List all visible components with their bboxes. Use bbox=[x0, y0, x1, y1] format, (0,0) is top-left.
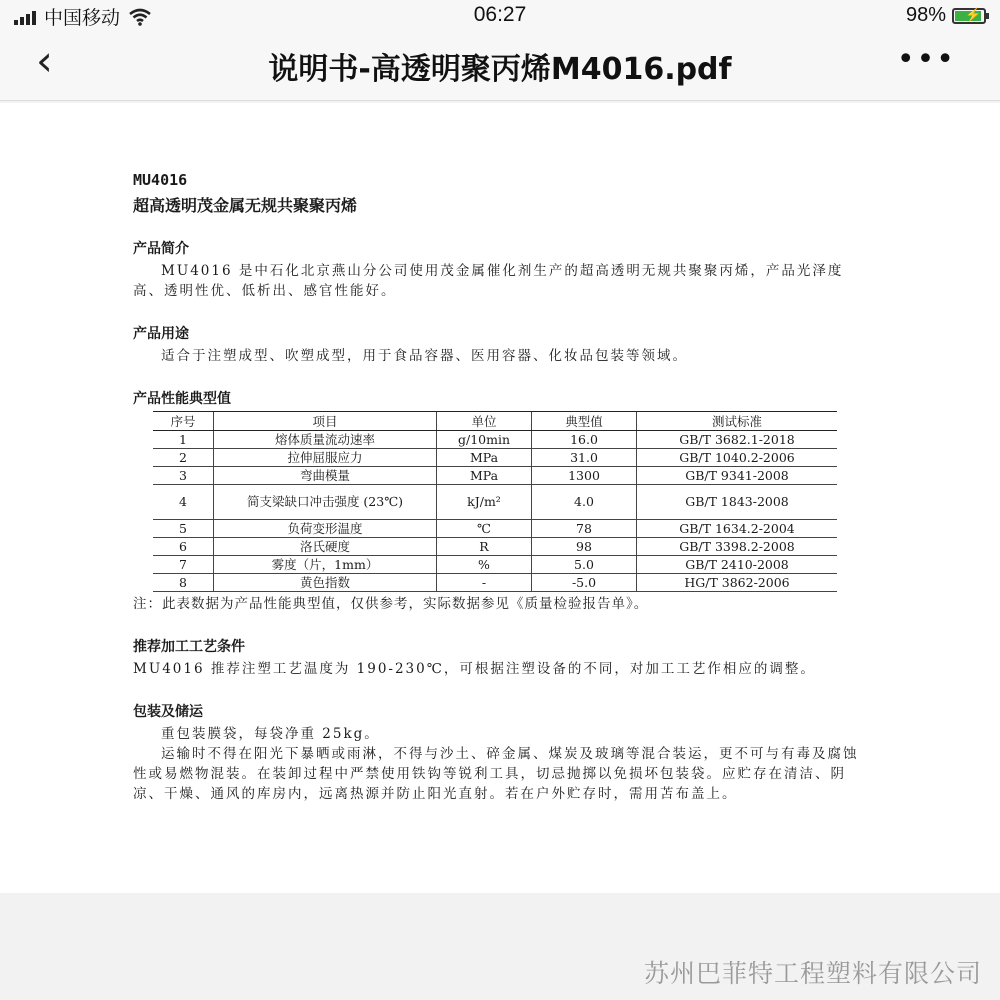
page-title: 说明书-高透明聚丙烯M4016.pdf bbox=[268, 52, 732, 87]
cell-standard: GB/T 1843-2008 bbox=[637, 485, 838, 520]
cell-item: 黄色指数 bbox=[214, 574, 437, 592]
intro-text: MU4016 是中石化北京燕山分公司使用茂金属催化剂生产的超高透明无规共聚聚丙烯，产品光泽度高、透明性优、低析出、感官性能好。 bbox=[133, 263, 844, 299]
table-row bbox=[153, 431, 837, 449]
cell-standard: GB/T 1634.2-2004 bbox=[637, 520, 838, 538]
table-row bbox=[153, 520, 837, 538]
cell-value: 16.0 bbox=[532, 431, 637, 449]
table-header-row bbox=[153, 412, 837, 431]
cell-unit: kJ/m² bbox=[437, 485, 532, 520]
pdf-page[interactable] bbox=[0, 103, 1000, 893]
cell-standard: GB/T 3398.2-2008 bbox=[637, 538, 838, 556]
cell-value: 98 bbox=[532, 538, 637, 556]
cell-standard: HG/T 3862-2006 bbox=[637, 574, 838, 592]
use-text: 适合于注塑成型、吹塑成型，用于食品容器、医用容器、化妆品包装等领域。 bbox=[161, 348, 688, 364]
cell-no: 4 bbox=[153, 485, 214, 520]
process-text: MU4016 推荐注塑工艺温度为 190-230℃，可根据注塑设备的不同，对加工工艺作相应的调整。 bbox=[133, 661, 816, 677]
col-header-value: 典型值 bbox=[532, 412, 637, 431]
cell-standard: GB/T 2410-2008 bbox=[637, 556, 838, 574]
battery-percent: 98% bbox=[905, 4, 946, 26]
document-body bbox=[133, 171, 863, 804]
cell-item: 洛氏硬度 bbox=[214, 538, 437, 556]
cell-value: 4.0 bbox=[532, 485, 637, 520]
table-row bbox=[153, 538, 837, 556]
cell-no: 6 bbox=[153, 538, 214, 556]
status-right bbox=[906, 4, 986, 27]
col-header-item: 项目 bbox=[214, 412, 437, 431]
performance-table bbox=[153, 411, 837, 592]
cell-value: 1300 bbox=[532, 467, 637, 485]
cell-unit: - bbox=[437, 574, 532, 592]
table-row bbox=[153, 449, 837, 467]
col-header-no: 序号 bbox=[153, 412, 214, 431]
packaging-text-1: 重包装膜袋，每袋净重 25kg。 bbox=[161, 726, 380, 742]
cell-no: 1 bbox=[153, 431, 214, 449]
packaging-heading: 包装及储运 bbox=[133, 704, 203, 720]
cell-item: 负荷变形温度 bbox=[214, 520, 437, 538]
cell-item: 熔体质量流动速率 bbox=[214, 431, 437, 449]
cell-no: 8 bbox=[153, 574, 214, 592]
cell-unit: MPa bbox=[437, 467, 532, 485]
intro-heading: 产品简介 bbox=[133, 241, 189, 257]
col-header-standard: 测试标准 bbox=[637, 412, 838, 431]
cell-no: 5 bbox=[153, 520, 214, 538]
nav-bar bbox=[0, 30, 1000, 101]
cell-value: 5.0 bbox=[532, 556, 637, 574]
battery-charging-icon: ⚡ bbox=[952, 8, 986, 24]
cell-item: 雾度（片，1mm） bbox=[214, 556, 437, 574]
col-header-unit: 单位 bbox=[437, 412, 532, 431]
cell-no: 7 bbox=[153, 556, 214, 574]
cell-no: 3 bbox=[153, 467, 214, 485]
cell-standard: GB/T 9341-2008 bbox=[637, 467, 838, 485]
cell-no: 2 bbox=[153, 449, 214, 467]
table-row bbox=[153, 467, 837, 485]
back-chevron-icon[interactable]: ‹ bbox=[36, 36, 53, 85]
table-row bbox=[153, 485, 837, 520]
product-code: MU4016 bbox=[133, 171, 188, 189]
carrier-label: 中国移动 bbox=[44, 8, 121, 29]
performance-heading: 产品性能典型值 bbox=[133, 391, 231, 407]
more-options-icon[interactable]: ••• bbox=[896, 42, 956, 77]
cell-standard: GB/T 3682.1-2018 bbox=[637, 431, 838, 449]
cell-item: 拉伸屈服应力 bbox=[214, 449, 437, 467]
cell-standard: GB/T 1040.2-2006 bbox=[637, 449, 838, 467]
cell-unit: MPa bbox=[437, 449, 532, 467]
cell-value: 31.0 bbox=[532, 449, 637, 467]
use-heading: 产品用途 bbox=[133, 326, 189, 342]
product-title: 超高透明茂金属无规共聚聚丙烯 bbox=[133, 196, 358, 215]
cell-item: 弯曲模量 bbox=[214, 467, 437, 485]
packaging-text-2: 运输时不得在阳光下暴晒或雨淋，不得与沙土、碎金属、煤炭及玻璃等混合装运，更不可与有毒及腐蚀性或易燃物混装。在装卸过程中严禁使用铁钩等锐利工具，切忌抛掷以免损坏包装袋。应贮存在清洁、阴凉、干燥、通风的库房内，远离热源并防止阳光直射。若在户外贮存时，需用苫布盖上。 bbox=[133, 746, 859, 802]
cell-value: 78 bbox=[532, 520, 637, 538]
cell-unit: % bbox=[437, 556, 532, 574]
process-heading: 推荐加工工艺条件 bbox=[133, 639, 245, 655]
company-watermark: 苏州巴菲特工程塑料有限公司 bbox=[643, 959, 982, 988]
cell-item: 简支梁缺口冲击强度 (23℃) bbox=[214, 485, 437, 520]
table-note: 注：此表数据为产品性能典型值，仅供参考，实际数据参见《质量检验报告单》。 bbox=[133, 596, 649, 612]
cell-unit: g/10min bbox=[437, 431, 532, 449]
table-row bbox=[153, 556, 837, 574]
status-bar bbox=[0, 0, 1000, 30]
cell-unit: ℃ bbox=[437, 520, 532, 538]
cell-value: -5.0 bbox=[532, 574, 637, 592]
table-row bbox=[153, 574, 837, 592]
cell-unit: R bbox=[437, 538, 532, 556]
clock: 06:27 bbox=[473, 3, 527, 26]
